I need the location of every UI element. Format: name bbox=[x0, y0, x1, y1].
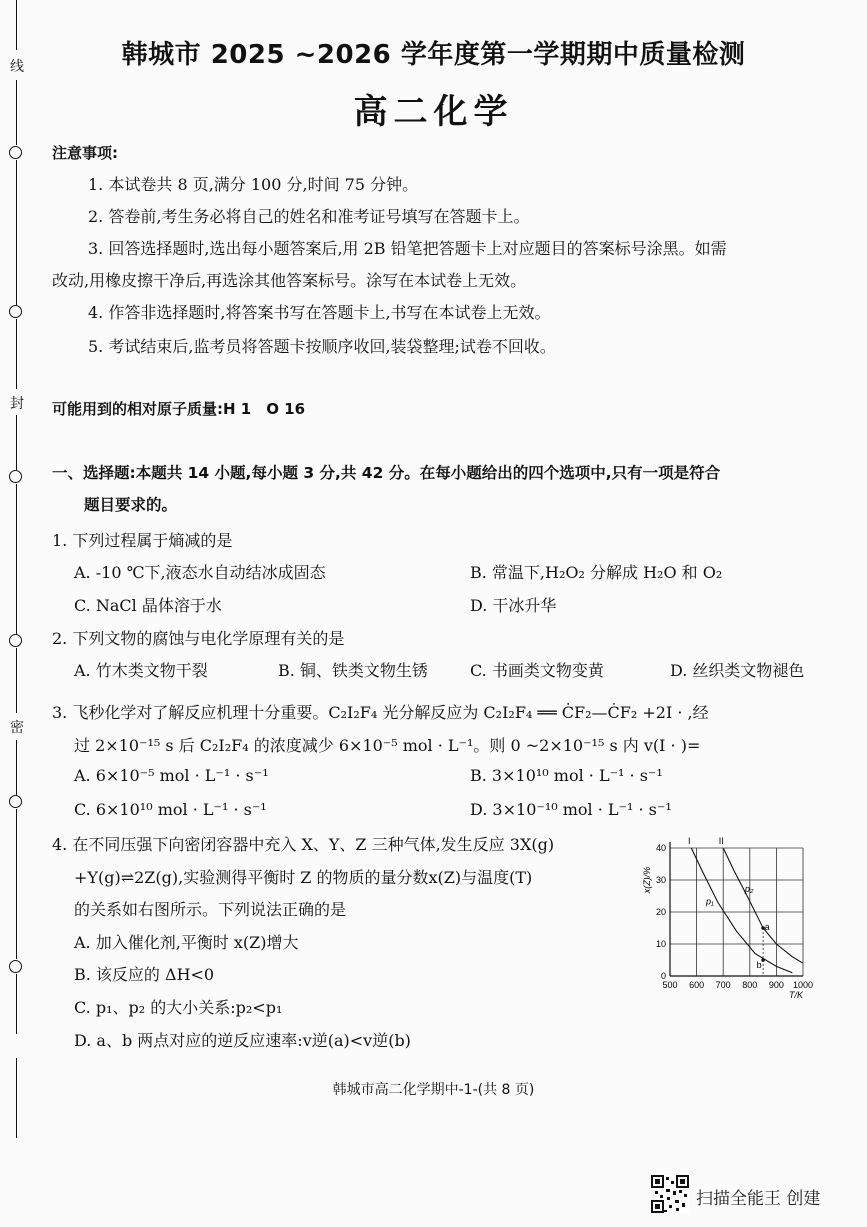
y-axis-label: x(Z)/% bbox=[642, 866, 652, 894]
subject-title: 高二化学 bbox=[353, 92, 514, 132]
x-tick-label: 500 bbox=[662, 980, 678, 990]
exam-title: 韩城市 2025 ~2026 学年度第一学期期中质量检测 bbox=[121, 40, 746, 70]
margin-line bbox=[16, 484, 17, 634]
question-4-line1: 4. 在不同压强下向密闭容器中充入 X、Y、Z 三种气体,发生反应 3X(g) bbox=[52, 835, 555, 854]
margin-circle bbox=[9, 634, 22, 647]
question-3-line2: 过 2×10⁻¹⁵ s 后 C₂I₂F₄ 的浓度减少 6×10⁻⁵ mol · L⁻¹。则 0 ~2×10⁻¹⁵ s 内 v(I · )= bbox=[74, 736, 701, 755]
scanner-watermark: 扫描全能王 创建 bbox=[696, 1189, 821, 1209]
y-tick-label: 0 bbox=[660, 971, 666, 981]
question-3-option-a: A. 6×10⁻⁵ mol · L⁻¹ · s⁻¹ bbox=[74, 766, 269, 785]
question-4-option-a: A. 加入催化剂,平衡时 x(Z)增大 bbox=[74, 933, 299, 952]
margin-line bbox=[16, 160, 17, 305]
margin-circle bbox=[9, 795, 22, 808]
notice-item: 3. 回答选择题时,选出每小题答案后,用 2B 铅笔把答题卡上对应题目的答案标号涂黑。如需 bbox=[88, 239, 727, 258]
question-2-option-a: A. 竹木类文物干裂 bbox=[74, 661, 208, 680]
question-4-option-b: B. 该反应的 ΔH<0 bbox=[74, 965, 215, 984]
margin-line bbox=[16, 974, 17, 1034]
y-tick-label: 30 bbox=[655, 875, 666, 885]
series-name-label: p₁ bbox=[705, 896, 714, 907]
notice-item: 5. 考试结束后,监考员将答题卡按顺序收回,装袋整理;试卷不回收。 bbox=[88, 337, 556, 356]
question-3-line1: 3. 飞秒化学对了解反应机理十分重要。C₂I₂F₄ 光分解反应为 C₂I₂F₄ ══ ĊF₂—ĊF₂ +2I · ,经 bbox=[52, 703, 709, 722]
margin-char-xian: 线 bbox=[10, 59, 24, 75]
equilibrium-chart bbox=[640, 830, 825, 1005]
point-label: a bbox=[764, 922, 770, 932]
x-tick-label: 900 bbox=[768, 980, 784, 990]
margin-line bbox=[16, 740, 17, 795]
notice-item: 2. 答卷前,考生务必将自己的姓名和准考证号填写在答题卡上。 bbox=[88, 207, 530, 226]
section-heading-cont: 题目要求的。 bbox=[84, 496, 178, 514]
margin-circle bbox=[9, 146, 22, 159]
series-marker-label: II bbox=[718, 836, 724, 846]
question-1-option-d: D. 干冰升华 bbox=[470, 596, 557, 615]
question-1-option-a: A. -10 ℃下,液态水自动结冰成固态 bbox=[74, 563, 326, 582]
section-heading: 一、选择题:本题共 14 小题,每小题 3 分,共 42 分。在每小题给出的四个选项中,只有一项是符合 bbox=[52, 464, 721, 482]
series-line-I bbox=[691, 848, 792, 973]
x-tick-label: 700 bbox=[715, 980, 731, 990]
question-2-stem: 2. 下列文物的腐蚀与电化学原理有关的是 bbox=[52, 629, 345, 648]
margin-char-feng: 封 bbox=[10, 396, 24, 412]
x-axis-label: T/K bbox=[788, 990, 803, 1000]
margin-line bbox=[16, 809, 17, 959]
margin-char-mi: 密 bbox=[10, 720, 24, 736]
question-4-line2: +Y(g)⇌2Z(g),实验测得平衡时 Z 的物质的量分数x(Z)与温度(T) bbox=[74, 868, 533, 887]
y-tick-label: 40 bbox=[655, 843, 666, 853]
margin-circle bbox=[9, 305, 22, 318]
y-tick-label: 10 bbox=[655, 939, 666, 949]
question-4-line3: 的关系如右图所示。下列说法正确的是 bbox=[74, 900, 347, 919]
series-marker-label: I bbox=[688, 836, 691, 846]
question-4-option-d: D. a、b 两点对应的逆反应速率:v逆(a)<v逆(b) bbox=[74, 1031, 411, 1050]
question-2-option-b: B. 铜、铁类文物生锈 bbox=[278, 661, 428, 680]
question-2-option-d: D. 丝织类文物褪色 bbox=[670, 661, 805, 680]
question-3-option-b: B. 3×10¹⁰ mol · L⁻¹ · s⁻¹ bbox=[470, 766, 663, 785]
question-1-option-c: C. NaCl 晶体溶于水 bbox=[74, 596, 222, 615]
question-1-option-b: B. 常温下,H₂O₂ 分解成 H₂O 和 O₂ bbox=[470, 563, 723, 582]
point-label: b bbox=[756, 960, 762, 970]
question-2-option-c: C. 书画类文物变黄 bbox=[470, 661, 604, 680]
notice-heading: 注意事项: bbox=[52, 144, 118, 162]
notice-item: 改动,用橡皮擦干净后,再选涂其他答案标号。涂写在本试卷上无效。 bbox=[52, 271, 527, 290]
series-name-label: p₂ bbox=[744, 884, 754, 894]
point-b bbox=[761, 958, 765, 962]
margin-circle bbox=[9, 960, 22, 973]
x-tick-label: 1000 bbox=[792, 980, 814, 990]
notice-item: 4. 作答非选择题时,将答案书写在答题卡上,书写在本试卷上无效。 bbox=[88, 303, 551, 322]
x-tick-label: 600 bbox=[689, 980, 705, 990]
margin-line bbox=[16, 648, 17, 713]
margin-circle bbox=[9, 470, 22, 483]
question-1-stem: 1. 下列过程属于熵减的是 bbox=[52, 531, 233, 550]
qr-code-icon bbox=[651, 1175, 689, 1213]
y-tick-label: 20 bbox=[655, 907, 666, 917]
question-4-option-c: C. p₁、p₂ 的大小关系:p₂<p₁ bbox=[74, 998, 283, 1017]
margin-line bbox=[16, 319, 17, 389]
atomic-mass-line: 可能用到的相对原子质量:H 1 O 16 bbox=[52, 400, 306, 418]
question-3-option-d: D. 3×10⁻¹⁰ mol · L⁻¹ · s⁻¹ bbox=[470, 800, 672, 819]
question-3-option-c: C. 6×10¹⁰ mol · L⁻¹ · s⁻¹ bbox=[74, 800, 267, 819]
x-tick-label: 800 bbox=[742, 980, 758, 990]
margin-line bbox=[16, 415, 17, 470]
page-footer: 韩城市高二化学期中-1-(共 8 页) bbox=[332, 1082, 535, 1098]
notice-item: 1. 本试卷共 8 页,满分 100 分,时间 75 分钟。 bbox=[88, 175, 419, 194]
